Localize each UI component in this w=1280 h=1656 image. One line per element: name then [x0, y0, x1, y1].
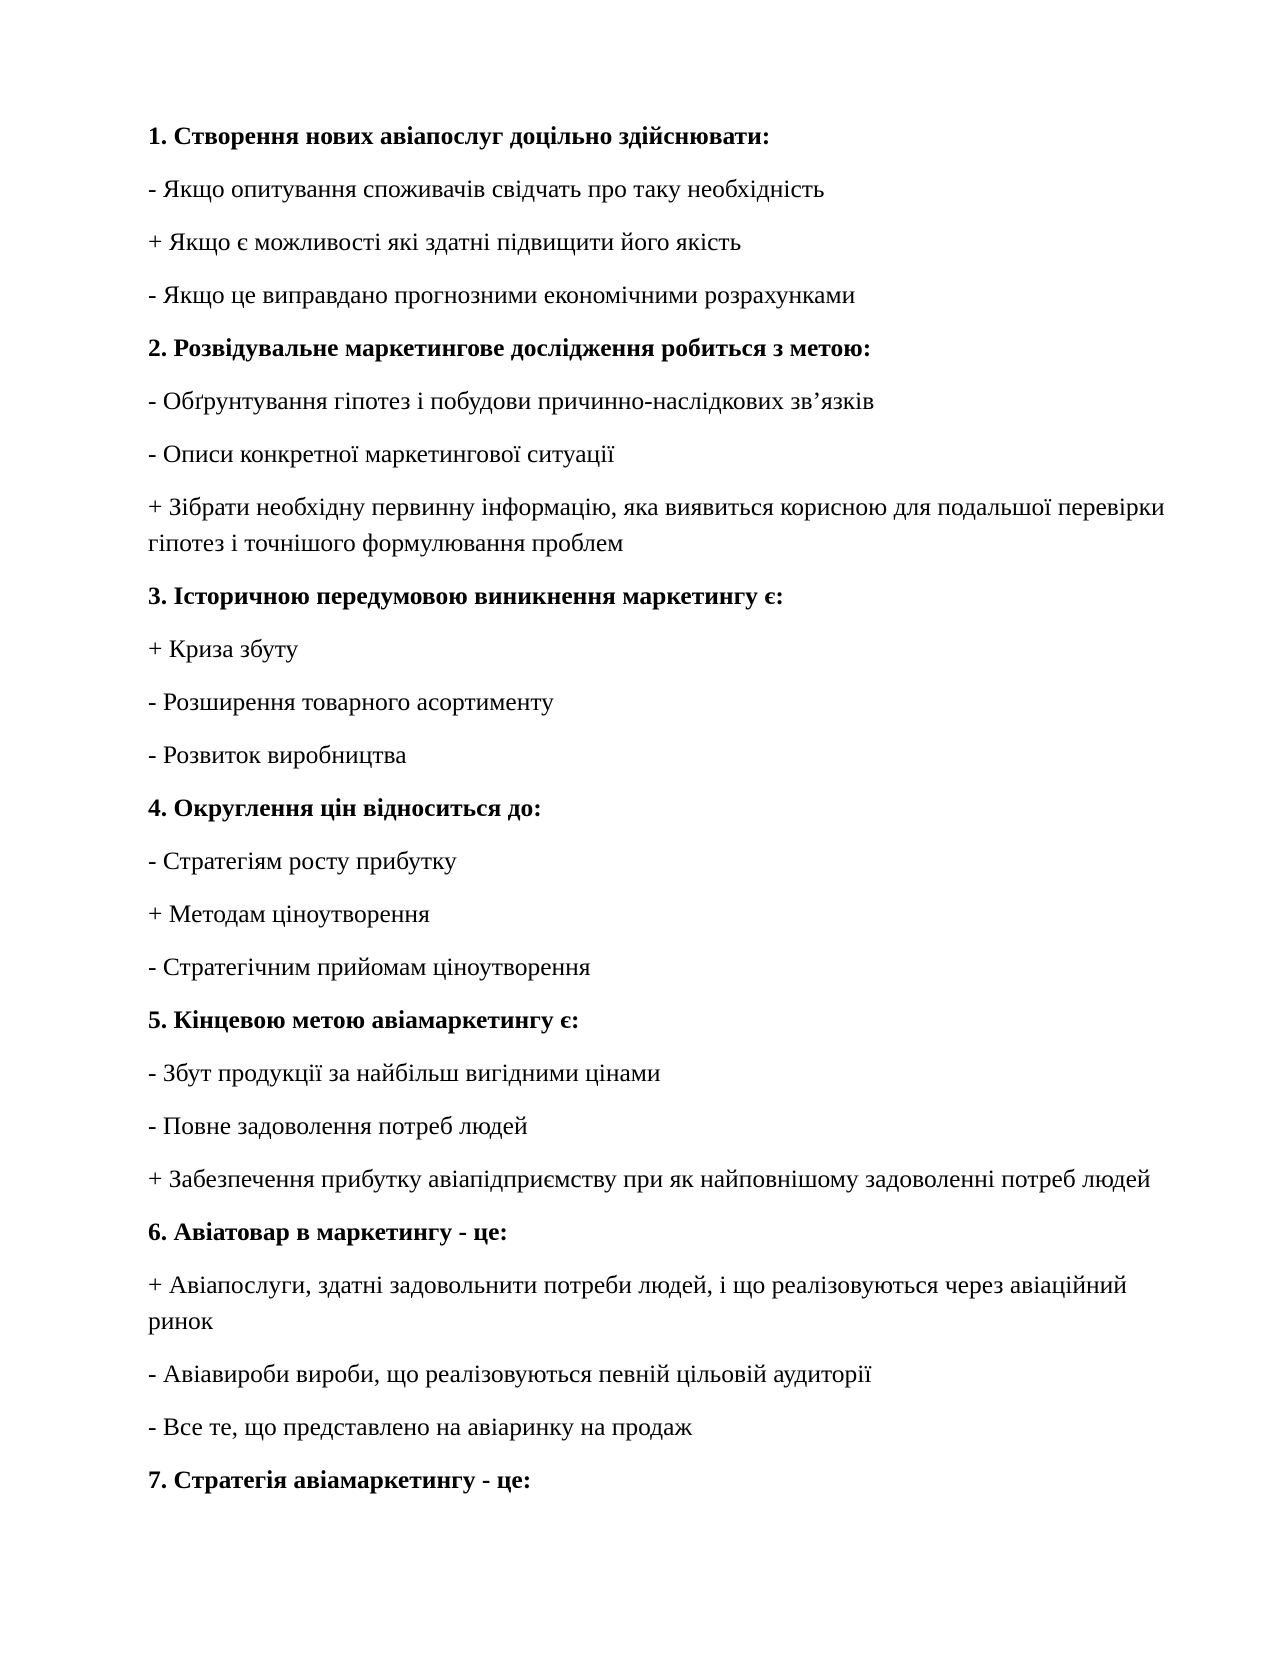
question-3-title: 3. Історичною передумовою виникнення маркетингу є:: [148, 581, 784, 610]
question-2-title: 2. Розвідувальне маркетингове дослідження робиться з метою:: [148, 333, 872, 362]
question-2-answer-2: - Описи конкретної маркетингової ситуації: [148, 439, 615, 468]
question-4-title: 4. Округлення цін відноситься до:: [148, 793, 542, 822]
question-4-answer-1: - Стратегіям росту прибутку: [148, 846, 457, 875]
question-3-answer-2: - Розширення товарного асортименту: [148, 687, 554, 716]
question-1-answer-3: - Якщо це виправдано прогнозними економічними розрахунками: [148, 280, 856, 309]
question-4-answer-2: + Методам ціноутворення: [148, 899, 430, 928]
question-3-answer-3: - Розвиток виробництва: [148, 740, 407, 769]
question-1-title: 1. Створення нових авіапослуг доцільно здійснювати:: [148, 121, 771, 150]
question-6-answer-1: + Авіапослуги, здатні задовольнити потреби людей, і що реалізовуються через авіаційний ринок: [148, 1270, 1127, 1335]
question-3-answer-1: + Криза збуту: [148, 634, 299, 663]
question-5-answer-3: + Забезпечення прибутку авіапідприємству при як найповнішому задоволенні потреб людей: [148, 1164, 1151, 1193]
question-2-answer-3: + Зібрати необхідну первинну інформацію, яка виявиться корисною для подальшої перевірки гіпотез і точнішого формулювання проблем: [148, 492, 1165, 557]
question-1-answer-2: + Якщо є можливості які здатні підвищити його якість: [148, 227, 742, 256]
question-2-answer-1: - Обґрунтування гіпотез і побудови причинно-наслідкових зв’язків: [148, 386, 875, 415]
question-6-title: 6. Авіатовар в маркетингу - це:: [148, 1217, 508, 1246]
question-1-answer-1: - Якщо опитування споживачів свідчать про таку необхідність: [148, 174, 825, 203]
question-6-answer-3: - Все те, що представлено на авіаринку на продаж: [148, 1412, 693, 1441]
question-5-answer-1: - Збут продукції за найбільш вигідними цінами: [148, 1058, 661, 1087]
question-6-answer-2: - Авіавироби вироби, що реалізовуються певній цільовій аудиторії: [148, 1359, 872, 1388]
question-5-answer-2: - Повне задоволення потреб людей: [148, 1111, 528, 1140]
document-page: [148, 118, 1198, 1515]
question-5-title: 5. Кінцевою метою авіамаркетингу є:: [148, 1005, 580, 1034]
question-4-answer-3: - Стратегічним прийомам ціноутворення: [148, 952, 591, 981]
question-7-title: 7. Стратегія авіамаркетингу - це:: [148, 1465, 532, 1494]
